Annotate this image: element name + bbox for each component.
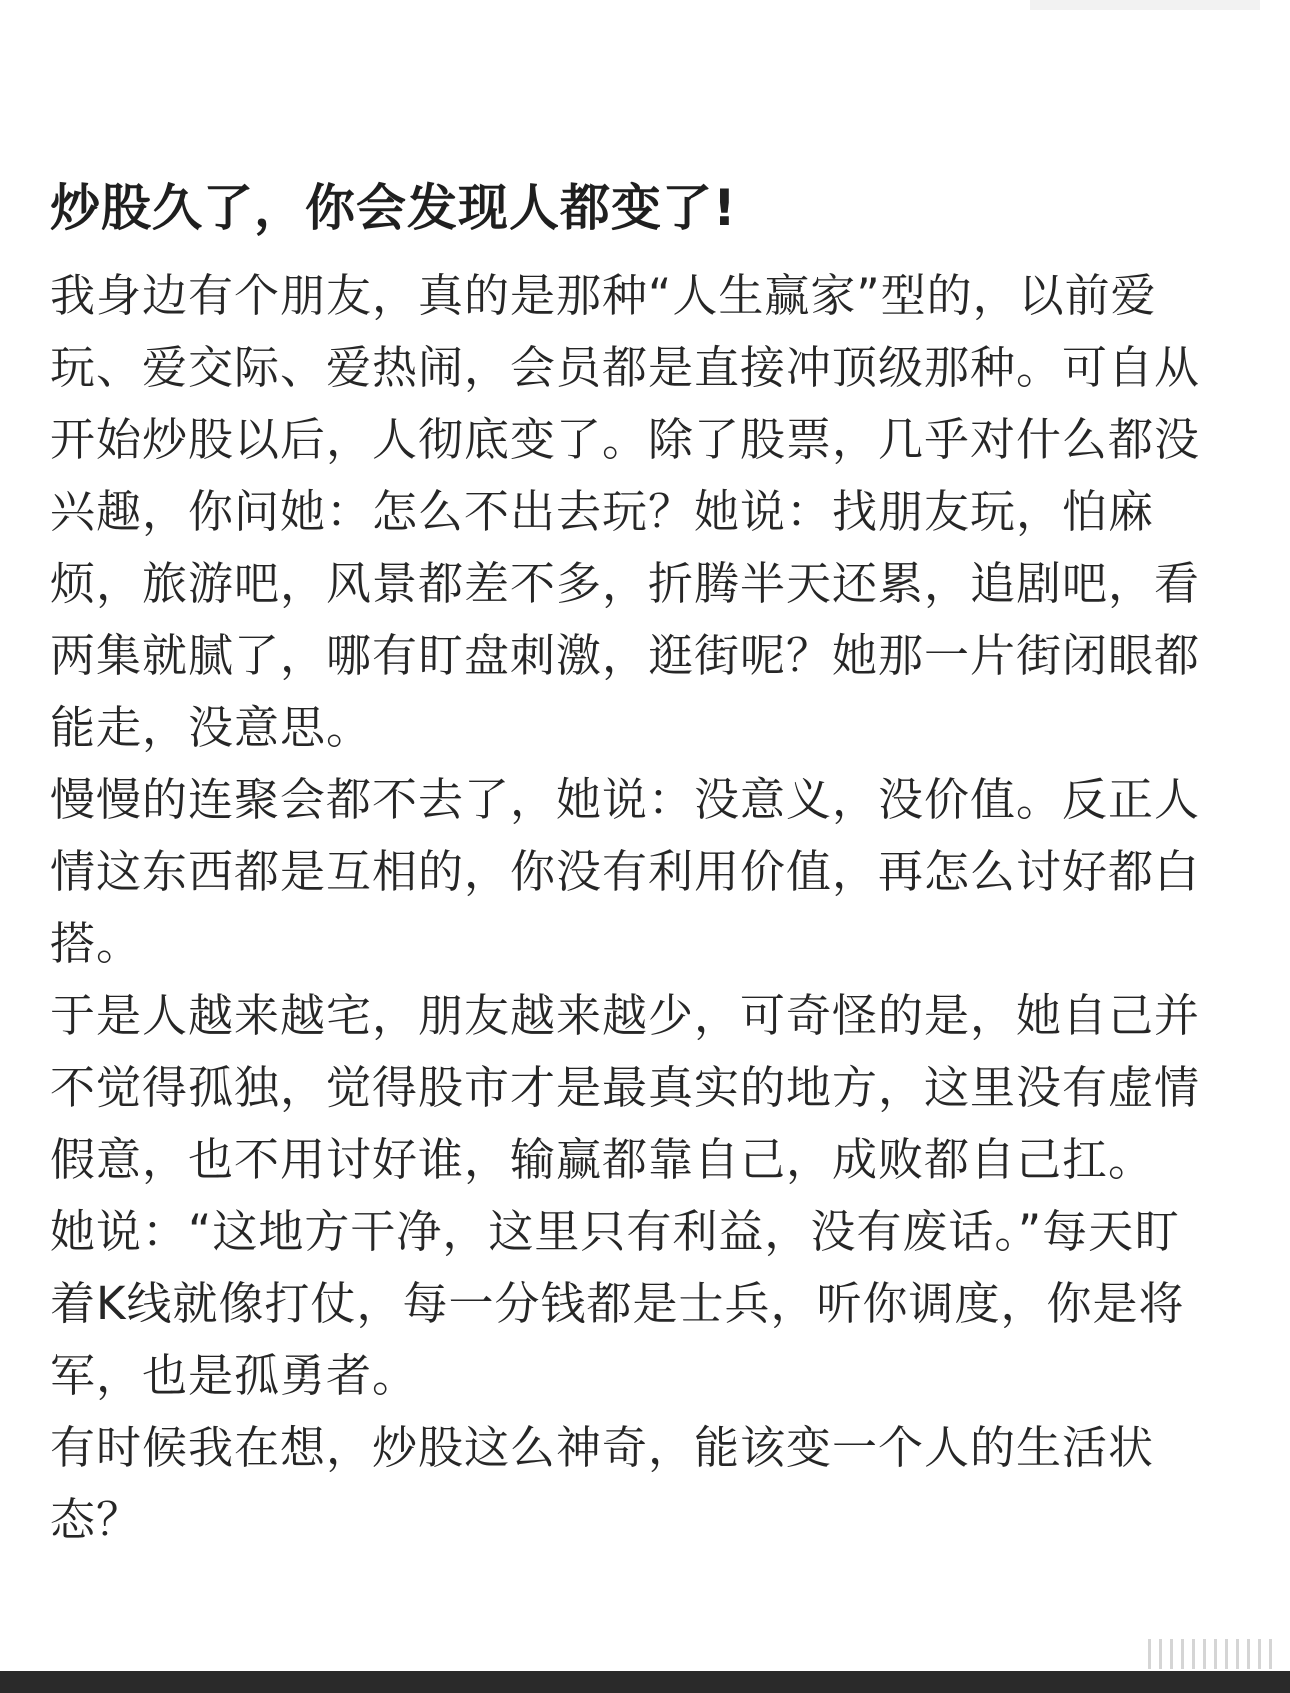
- watermark-stroke: [1181, 1639, 1184, 1669]
- watermark-barcode-icon: [1012, 1637, 1272, 1669]
- article-paragraph-2: 慢慢的连聚会都不去了，她说：没意义，没价值。反正人情这东西都是互相的，你没有利用价值，再怎么讨好都白搭。: [50, 773, 1201, 970]
- article-title: 炒股久了，你会发现人都变了!: [50, 179, 737, 237]
- article-paragraph-3: 于是人越来越宅，朋友越来越少，可奇怪的是，她自己并不觉得孤独，觉得股市才是最真实的地方，这里没有虚情假意，也不用讨好谁，输赢都靠自己，成败都自己扛。: [50, 989, 1201, 1186]
- watermark-stroke: [1258, 1639, 1261, 1669]
- article-paragraph-4: 她说：“这地方干净，这里只有利益，没有废话。”每天盯着K线就像打仗，每一分钱都是士兵，听你调度，你是将军，也是孤勇者。: [50, 1205, 1185, 1402]
- watermark-stroke: [1159, 1639, 1162, 1669]
- watermark-stroke: [1203, 1639, 1206, 1669]
- watermark-stroke: [1225, 1639, 1228, 1669]
- watermark-stroke: [1269, 1639, 1272, 1669]
- watermark-stroke: [1170, 1639, 1173, 1669]
- bottom-bar: [0, 1671, 1290, 1693]
- top-edge-fade: [1030, 0, 1260, 10]
- article-paragraph-1: 我身边有个朋友，真的是那种“人生赢家”型的，以前爱玩、爱交际、爱热闹，会员都是直接冲顶级那种。可自从开始炒股以后，人彻底变了。除了股票，几乎对什么都没兴趣，你问她：怎么不出去玩？她说：找朋友玩，怕麻烦，旅游吧，风景都差不多，折腾半天还累，追剧吧，看两集就腻了，哪有盯盘刺激，逛街呢？她那一片街闭眼都能走，没意思。: [50, 269, 1201, 754]
- article: [50, 176, 1200, 1556]
- watermark-stroke: [1236, 1639, 1239, 1669]
- article-paragraph-5: 有时候我在想，炒股这么神奇，能该变一个人的生活状态？: [50, 1421, 1155, 1546]
- watermark-stroke: [1148, 1639, 1151, 1669]
- watermark-stroke: [1247, 1639, 1250, 1669]
- watermark-stroke: [1214, 1639, 1217, 1669]
- watermark-stroke: [1192, 1639, 1195, 1669]
